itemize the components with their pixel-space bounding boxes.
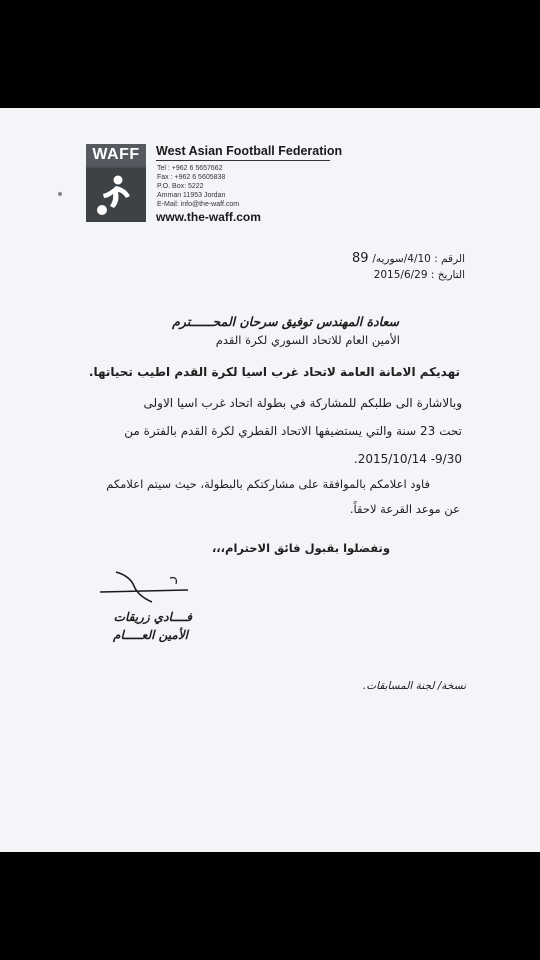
contact-block [157, 164, 239, 209]
paragraph2-line2: عن موعد القرعة لاحقاً. [349, 502, 460, 516]
ref-line: الرقم : 4/10/سوريه/ [372, 253, 465, 265]
contact-pobox: P.O. Box: 5222 [157, 183, 204, 190]
addressee-name: سعادة المهندس توفيق سرحان المحــــــترم [172, 314, 399, 329]
paragraph2-line1: فاود اعلامكم بالموافقة على مشاركتكم بالبطولة، حيث سيتم اعلامكم [106, 477, 430, 491]
contact-fax: Fax : +962 6 5605838 [157, 174, 226, 181]
date-line: التاريخ : 2015/6/29 [373, 269, 465, 281]
greeting: تهديكم الامانة العامة لاتحاد غرب اسيا لكرة القدم اطيب تحياتها. [88, 365, 460, 379]
logo-text: WAFF [86, 144, 146, 166]
paragraph1-line2: تحت 23 سنة والتي يستضيفها الاتحاد القطري لكرة القدم بالفترة من [124, 424, 462, 438]
header-divider [156, 160, 330, 161]
closing-line: وتفضلوا بقبول فائق الاحترام،،، [211, 541, 390, 555]
contact-email: E-Mail: info@the-waff.com [157, 201, 240, 208]
website-url: www.the-waff.com [156, 210, 261, 224]
waff-logo [86, 144, 146, 222]
paragraph1-line1: وبالاشارة الى طلبكم للمشاركة في بطولة اتحاد غرب اسيا الاولى [143, 396, 462, 410]
contact-city: Amman 11953 Jordan [157, 192, 226, 199]
org-name: West Asian Football Federation [156, 144, 343, 158]
contact-tel: Tel : +962 6 5657662 [157, 165, 223, 172]
signatory-name: فــــادي زريقات [113, 610, 192, 624]
signatory-position: الأمين العـــــام [113, 628, 188, 642]
footballer-icon [86, 168, 146, 222]
letter-page [0, 108, 540, 852]
stray-mark [57, 191, 62, 196]
handwritten-signature [96, 566, 196, 606]
addressee-title: الأمين العام للاتحاد السوري لكرة القدم [215, 333, 400, 347]
paragraph1-line3: 9/30- 2015/10/14. [353, 452, 462, 466]
copy-note: نسخة/ لجنة المسابقات. [362, 680, 466, 692]
logo-emblem [86, 168, 146, 222]
handwritten-ref-number: 89 [352, 251, 369, 266]
